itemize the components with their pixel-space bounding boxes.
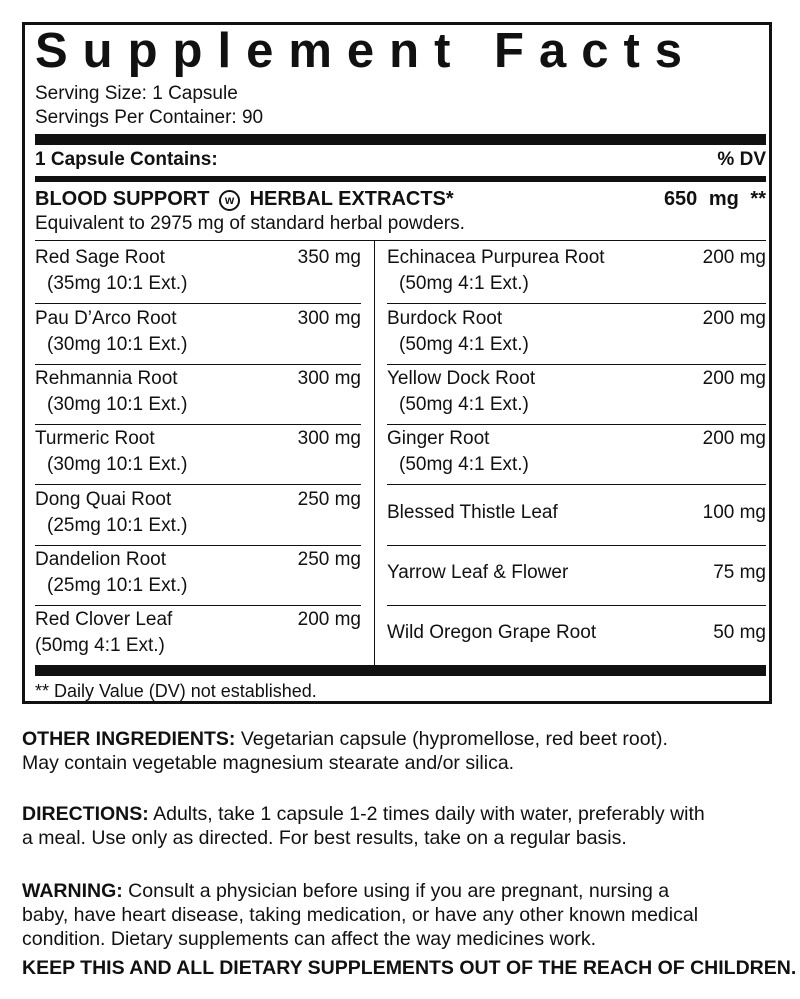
row-divider bbox=[387, 605, 766, 606]
ingredient-name: Blessed Thistle Leaf bbox=[387, 502, 558, 523]
other-ingredients bbox=[22, 727, 780, 775]
ingredient-detail: (50mg 4:1 Ext.) bbox=[399, 454, 529, 475]
ingredient-name: Red Sage Root bbox=[35, 247, 165, 268]
footnote: ** Daily Value (DV) not established. bbox=[35, 681, 317, 701]
warning bbox=[22, 879, 780, 951]
ingredient-row bbox=[387, 487, 766, 543]
row-divider bbox=[387, 424, 766, 425]
row-divider bbox=[35, 545, 361, 546]
ingredient-name: Wild Oregon Grape Root bbox=[387, 622, 597, 643]
supplement-facts-panel bbox=[22, 22, 772, 704]
directions-text: a meal. Use only as directed. For best results, take on a regular basis. bbox=[22, 827, 627, 849]
ingredient-name: Turmeric Root bbox=[35, 428, 155, 449]
ingredient-row bbox=[387, 245, 766, 301]
warning-label: WARNING: bbox=[22, 880, 123, 902]
ingredient-amount: 50 mg bbox=[713, 622, 766, 643]
row-divider bbox=[387, 545, 766, 546]
serving-size: Serving Size: 1 Capsule bbox=[35, 83, 238, 104]
ingredient-name: Red Clover Leaf bbox=[35, 609, 173, 630]
ingredient-detail: (25mg 10:1 Ext.) bbox=[47, 515, 188, 536]
ingredient-row bbox=[35, 245, 361, 301]
ingredient-amount: 300 mg bbox=[297, 428, 361, 449]
row-divider bbox=[35, 484, 361, 485]
ingredient-amount: 75 mg bbox=[713, 562, 766, 583]
warning-text: Consult a physician before using if you are pregnant, nursing a bbox=[122, 880, 670, 902]
blend-equivalent: Equivalent to 2975 mg of standard herbal powders. bbox=[35, 213, 465, 234]
ingredient-detail: (50mg 4:1 Ext.) bbox=[399, 273, 529, 294]
ingredient-name: Echinacea Purpurea Root bbox=[387, 247, 605, 268]
ingredient-amount: 200 mg bbox=[297, 609, 361, 630]
hairline-divider bbox=[35, 240, 766, 241]
row-divider bbox=[387, 364, 766, 365]
ingredient-amount: 200 mg bbox=[702, 428, 766, 449]
ingredient-name: Rehmannia Root bbox=[35, 368, 178, 389]
directions bbox=[22, 802, 780, 850]
brand-w-icon: w bbox=[219, 190, 240, 211]
ingredient-row bbox=[35, 366, 361, 422]
other-ingredients-text: May contain vegetable magnesium stearate and/or silica. bbox=[22, 752, 515, 774]
column-header bbox=[35, 149, 766, 171]
ingredient-row bbox=[387, 366, 766, 422]
row-divider bbox=[35, 605, 361, 606]
ingredient-amount: 200 mg bbox=[702, 308, 766, 329]
ingredient-name: Ginger Root bbox=[387, 428, 490, 449]
thick-divider bbox=[35, 665, 766, 676]
row-divider bbox=[35, 364, 361, 365]
ingredient-amount: 200 mg bbox=[702, 368, 766, 389]
row-divider bbox=[35, 424, 361, 425]
ingredient-row bbox=[387, 306, 766, 362]
blend-name-2: HERBAL EXTRACTS* bbox=[249, 188, 454, 210]
blend-name-1: BLOOD SUPPORT bbox=[35, 188, 210, 210]
ingredient-detail: (30mg 10:1 Ext.) bbox=[47, 394, 188, 415]
ingredient-detail: (30mg 10:1 Ext.) bbox=[47, 454, 188, 475]
ingredient-amount: 200 mg bbox=[702, 247, 766, 268]
ingredient-amount: 250 mg bbox=[297, 489, 361, 510]
ingredient-name: Yarrow Leaf & Flower bbox=[387, 562, 569, 583]
ingredient-row bbox=[35, 487, 361, 543]
directions-label: DIRECTIONS: bbox=[22, 803, 149, 825]
ingredient-detail: (50mg 4:1 Ext.) bbox=[399, 394, 529, 415]
ingredient-row bbox=[387, 426, 766, 482]
other-ingredients-label: OTHER INGREDIENTS: bbox=[22, 728, 236, 750]
ingredient-row bbox=[35, 607, 361, 663]
ingredient-detail: (50mg 4:1 Ext.) bbox=[399, 334, 529, 355]
ingredient-detail: (25mg 10:1 Ext.) bbox=[47, 575, 188, 596]
ingredient-name: Dandelion Root bbox=[35, 549, 166, 570]
other-ingredients-text: Vegetarian capsule (hypromellose, red beet root). bbox=[235, 728, 668, 750]
ingredient-amount: 300 mg bbox=[297, 308, 361, 329]
row-divider bbox=[387, 484, 766, 485]
ingredient-row bbox=[35, 547, 361, 603]
blend-amount: 650 mg ** bbox=[663, 188, 766, 210]
ingredient-amount: 100 mg bbox=[702, 502, 766, 523]
directions-text: Adults, take 1 capsule 1-2 times daily with water, preferably with bbox=[148, 803, 705, 825]
ingredient-amount: 300 mg bbox=[297, 368, 361, 389]
row-divider bbox=[387, 303, 766, 304]
panel-title: Supplement Facts bbox=[35, 24, 698, 78]
row-divider bbox=[35, 303, 361, 304]
ingredient-detail: (30mg 10:1 Ext.) bbox=[47, 334, 188, 355]
ingredient-row bbox=[35, 426, 361, 482]
header-contains: 1 Capsule Contains: bbox=[35, 149, 218, 170]
warning-text: condition. Dietary supplements can affect the way medicines work. bbox=[22, 928, 597, 950]
ingredient-amount: 250 mg bbox=[297, 549, 361, 570]
ingredient-name: Burdock Root bbox=[387, 308, 503, 329]
ingredient-name: Pau D’Arco Root bbox=[35, 308, 177, 329]
thick-divider bbox=[35, 134, 766, 145]
column-divider bbox=[374, 241, 375, 665]
ingredient-row bbox=[387, 547, 766, 603]
ingredient-amount: 350 mg bbox=[297, 247, 361, 268]
blend-row bbox=[35, 187, 766, 211]
ingredient-detail: (50mg 4:1 Ext.) bbox=[35, 635, 165, 656]
ingredient-name: Dong Quai Root bbox=[35, 489, 172, 510]
medium-divider bbox=[35, 176, 766, 182]
warning-text: baby, have heart disease, taking medication, or have any other known medical bbox=[22, 904, 699, 926]
keep-out-of-reach: KEEP THIS AND ALL DIETARY SUPPLEMENTS OUT OF THE REACH OF CHILDREN. bbox=[22, 957, 797, 979]
ingredient-row bbox=[387, 607, 766, 663]
header-dv: % DV bbox=[717, 149, 766, 170]
ingredient-row bbox=[35, 306, 361, 362]
ingredient-detail: (35mg 10:1 Ext.) bbox=[47, 273, 188, 294]
ingredient-name: Yellow Dock Root bbox=[387, 368, 536, 389]
servings-per-container: Servings Per Container: 90 bbox=[35, 107, 264, 128]
